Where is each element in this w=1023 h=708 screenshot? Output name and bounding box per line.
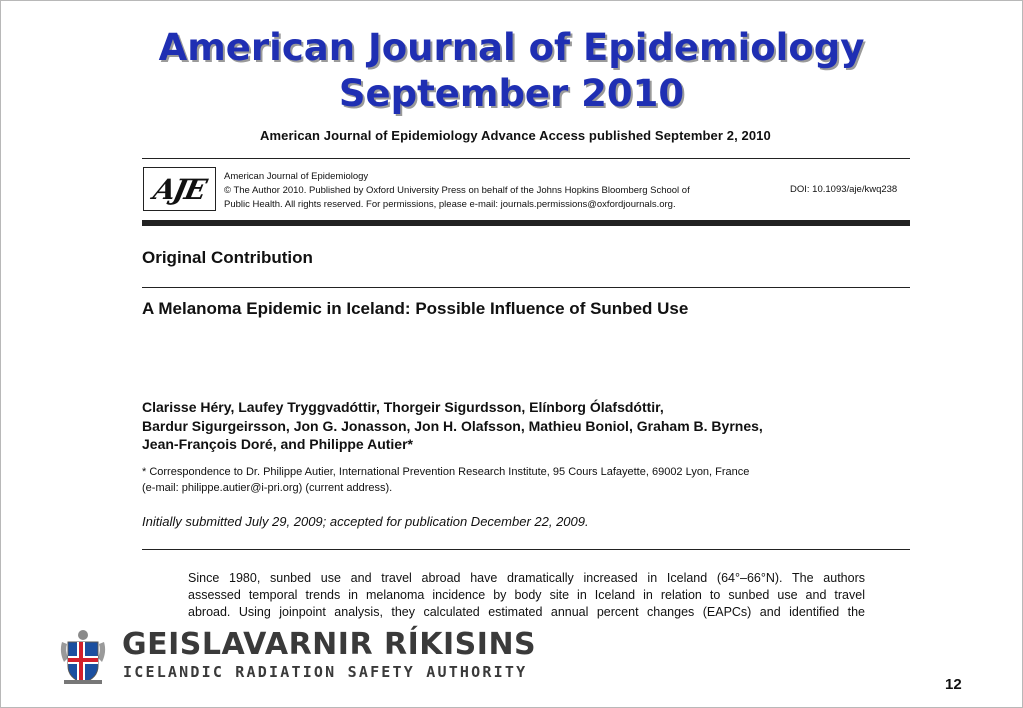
page-number: 12 (945, 676, 962, 693)
publisher-line: American Journal of Epidemiology (224, 171, 369, 182)
author-list (142, 398, 842, 454)
author-line: Clarisse Héry, Laufey Tryggvadóttir, Thorgeir Sigurdsson, Elínborg Ólafsdóttir, (142, 399, 664, 415)
publisher-line: © The Author 2010. Published by Oxford University Press on behalf of the Johns Hopkins Bloomberg School of (224, 185, 690, 196)
slide-title-line2: September 2010 (338, 72, 685, 115)
correspondence-line: * Correspondence to Dr. Philippe Autier, International Prevention Research Institute, 95 Cours Lafayette, 69002 Lyon, France (142, 466, 750, 478)
iceland-coat-of-arms-icon (58, 628, 108, 686)
section-heading: Original Contribution (142, 248, 313, 267)
abstract-rule (142, 549, 910, 550)
abstract-line: abroad. Using joinpoint analysis, they calculated estimated annual percent changes (EAPCs) and identified the (188, 605, 865, 619)
publisher-info (224, 170, 744, 212)
section-rule (142, 287, 910, 288)
doi-text: DOI: 10.1093/aje/kwq238 (790, 184, 898, 195)
organization-subtitle: ICELANDIC RADIATION SAFETY AUTHORITY (123, 663, 528, 681)
author-line: Jean-François Doré, and Philippe Autier* (142, 436, 413, 452)
author-line: Bardur Sigurgeirsson, Jon G. Jonasson, Jon H. Olafsson, Mathieu Boniol, Graham B. Byrnes, (142, 417, 763, 434)
advance-access-line: American Journal of Epidemiology Advance Access published September 2, 2010 (260, 128, 771, 143)
article-title: A Melanoma Epidemic in Iceland: Possible Influence of Sunbed Use (142, 299, 689, 318)
publisher-line: Public Health. All rights reserved. For permissions, please e-mail: journals.permissions@oxfordjournals.org. (224, 199, 676, 210)
header-rule-thick (142, 220, 910, 226)
slide-title-line1: American Journal of Epidemiology (158, 26, 865, 69)
organization-name: GEISLAVARNIR RÍKISINS (122, 627, 537, 662)
header-rule-top (142, 158, 910, 159)
abstract-line: assessed temporal trends in melanoma incidence by body site in Iceland in relation to sunbed use and travel (188, 588, 865, 602)
journal-logo-text: AJE (150, 172, 209, 206)
correspondence-note (142, 464, 842, 496)
submission-dates: Initially submitted July 29, 2009; accepted for publication December 22, 2009. (142, 514, 589, 529)
correspondence-line: (e-mail: philippe.autier@i-pri.org) (current address). (142, 482, 393, 494)
journal-logo (143, 167, 216, 211)
abstract (188, 570, 865, 621)
abstract-line: Since 1980, sunbed use and travel abroad have dramatically increased in Iceland (64°–66°N). The authors (188, 571, 865, 585)
